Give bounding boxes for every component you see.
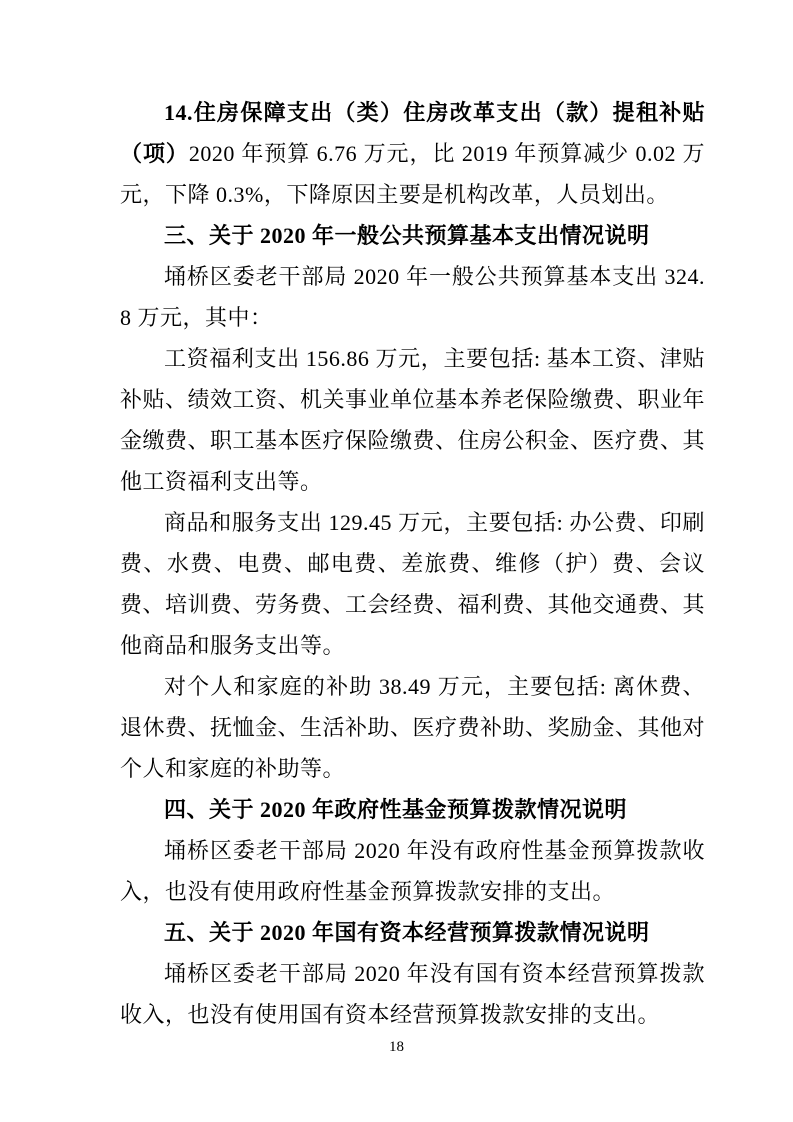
paragraph-item-14 [120,92,705,215]
section-5-heading: 五、关于 2020 年国有资本经营预算拨款情况说明 [164,920,650,945]
section-3-heading: 三、关于 2020 年一般公共预算基本支出情况说明 [164,223,650,248]
paragraph-goods-services: 商品和服务支出 129.45 万元，主要包括: 办公费、印刷费、水费、电费、邮电费、差旅费、维修（护）费、会议费、培训费、劳务费、工会经费、福利费、其他交通费、其他商品和服务支出等。 [120,510,706,658]
paragraph-salary-welfare: 工资福利支出 156.86 万元，主要包括: 基本工资、津贴补贴、绩效工资、机关事业单位基本养老保险缴费、职业年金缴费、职工基本医疗保险缴费、住房公积金、医疗费、其他工资福利支出等。 [120,346,706,494]
document-body [120,92,705,1035]
item-14-heading: 14.住房保障支出（类）住房改革支出（款）提租补贴（项） [120,100,705,166]
paragraph-government-fund: 埇桥区委老干部局 2020 年没有政府性基金预算拨款收入，也没有使用政府性基金预算拨款安排的支出。 [120,838,705,904]
paragraph-individual-family-subsidy: 对个人和家庭的补助 38.49 万元，主要包括: 离休费、退休费、抚恤金、生活补助、医疗费补助、奖励金、其他对个人和家庭的补助等。 [120,674,706,781]
paragraph-basic-expenditure-total: 埇桥区委老干部局 2020 年一般公共预算基本支出 324.8 万元，其中： [120,264,705,330]
item-14-body-text: 2020 年预算 6.76 万元，比 2019 年预算减少 0.02 万元，下降 0.3%，下降原因主要是机构改革，人员划出。 [120,141,705,207]
page-number: 18 [389,1039,404,1055]
section-4-heading: 四、关于 2020 年政府性基金预算拨款情况说明 [164,797,628,822]
paragraph-state-capital: 埇桥区委老干部局 2020 年没有国有资本经营预算拨款收入，也没有使用国有资本经营预算拨款安排的支出。 [120,961,705,1027]
